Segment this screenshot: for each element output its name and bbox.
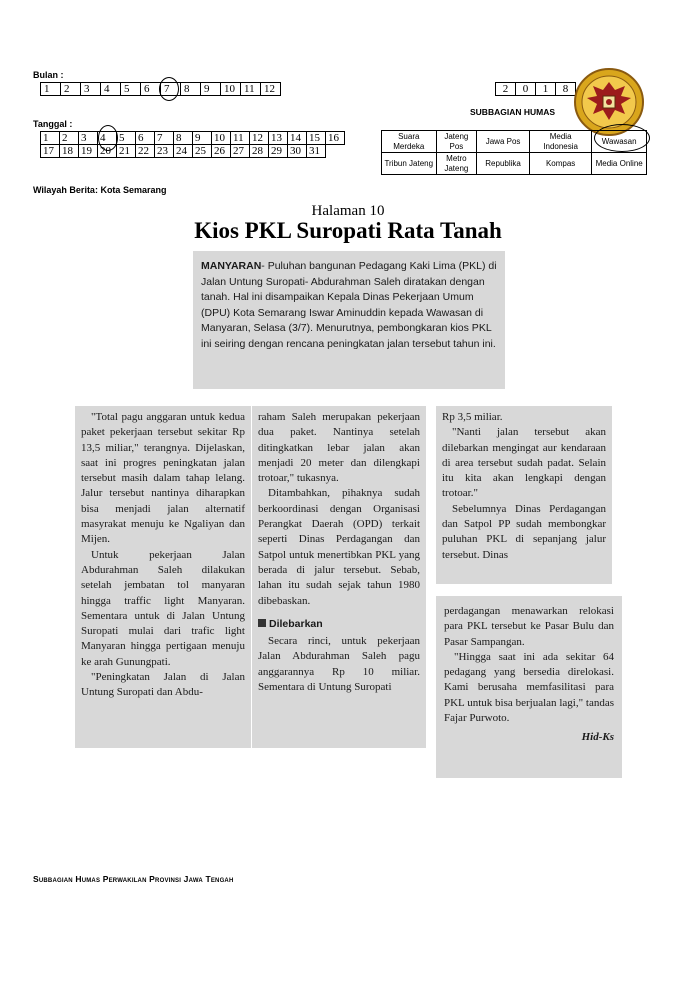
day-cell: 14 xyxy=(288,132,307,145)
media-selection-circle xyxy=(594,124,650,152)
day-cell: 5 xyxy=(117,132,136,145)
day-cell: 28 xyxy=(250,145,269,158)
col1-paragraph: "Total pagu anggaran untuk kedua paket pekerjaan tersebut sekitar Rp 13,5 miliar," terangnya. Dijelaskan, saat ini progres peningkatan jalan tersebut masih dalam tahap lelang. Jalur tersebut nantinya diharapkan bisa menjadi jalan alternatif masyrakat menuju ke Ngaliyan dan Mijen. xyxy=(81,411,245,546)
subhead xyxy=(258,617,420,632)
media-cell: Republika xyxy=(477,153,530,175)
day-cell: 24 xyxy=(174,145,193,158)
day-cell: 18 xyxy=(60,145,79,158)
month-cell: 10 xyxy=(221,83,241,96)
day-cell: 21 xyxy=(117,145,136,158)
day-cell: 3 xyxy=(79,132,98,145)
day-cell-empty xyxy=(326,145,345,158)
month-cell: 11 xyxy=(241,83,261,96)
lead-text: - Puluhan bangunan Pedagang Kaki Lima (PKL) di Jalan Untung Suropati- Abdurahman Saleh diratakan dengan tanah. Hal ini disampaikan Kepala Dinas Pekerjaan Umum (DPU) Kota Semarang Iswar Aminuddin kepada Wawasan di Manyaran, Selasa (3/7). Menurutnya, pembongkaran kios PKL ini seiring dengan rencana peningkatan jalan tersebut tahun ini. xyxy=(201,260,497,350)
col1-paragraph: "Peningkatan Jalan di Jalan Untung Suropati dan Abdu- xyxy=(81,671,245,699)
column-1-clip xyxy=(75,406,251,748)
month-cell: 2 xyxy=(61,83,81,96)
day-cell: 29 xyxy=(269,145,288,158)
day-cell: 15 xyxy=(307,132,326,145)
col2-paragraph: Secara rinci, untuk pekerjaan Jalan Abdurahman Saleh pagu anggarannya Rp 10 miliar. Sementara di Untung Suropati xyxy=(258,635,420,694)
day-cell: 1 xyxy=(41,132,60,145)
col3-paragraph: "Nanti jalan tersebut akan dilebarkan mengingat aur kendaraan di area tersebut sudah padat. Selain itu kita akan lengkapi dengan trotoar." xyxy=(442,426,606,500)
month-cell: 5 xyxy=(121,83,141,96)
col4-paragraph: "Hingga saat ini ada sekitar 64 pedagang yang bersedia direlokasi. Kami berusaha memfasilitasi para PKL untuk bisa berjualan lagi," tandas Fajar Purwoto. xyxy=(444,650,614,725)
month-cell: 6 xyxy=(141,83,161,96)
media-cell: Suara Merdeka xyxy=(382,131,437,153)
month-cell: 12 xyxy=(261,83,281,96)
day-selection-circle xyxy=(98,125,118,151)
day-cell: 8 xyxy=(174,132,193,145)
article-title: Kios PKL Suropati Rata Tanah xyxy=(194,218,502,243)
subhead-square-icon xyxy=(258,619,266,627)
day-cell: 23 xyxy=(155,145,174,158)
month-cell: 1 xyxy=(41,83,61,96)
lead-paragraph xyxy=(201,259,497,353)
col3-paragraph: Rp 3,5 miliar. xyxy=(442,411,503,423)
col4-paragraph: perdagangan menawarkan relokasi para PKL tersebut ke Pasar Bulu dan Pasar Sampangan. xyxy=(444,605,614,648)
day-cell: 13 xyxy=(269,132,288,145)
year-table xyxy=(495,82,576,96)
footer-text: Subbagian Humas Perwakilan Provinsi Jawa Tengah xyxy=(33,874,234,884)
day-cell-selected: 4 xyxy=(98,132,117,145)
day-cell: 6 xyxy=(136,132,155,145)
col1-paragraph: Untuk pekerjaan Jalan Abdurahman Saleh dilakukan setelah jembatan tol manyaran hingga traffic light Manyaran. Sementara untuk di Jalan Untung Suropati mulai dari trafic light Manyaran hingga pertigaan menuju ke arah Gunungpati. xyxy=(81,548,245,668)
page-number: Halaman 10 xyxy=(311,203,385,219)
column-4-clip xyxy=(436,596,622,778)
media-cell: Media Online xyxy=(592,153,647,175)
day-cell: 22 xyxy=(136,145,155,158)
subhead-text: Dilebarkan xyxy=(269,617,323,630)
media-cell: Jawa Pos xyxy=(477,131,530,153)
column-2-clip xyxy=(252,406,426,748)
month-cell: 3 xyxy=(81,83,101,96)
column-3-clip xyxy=(436,406,612,584)
tanggal-label: Tanggal : xyxy=(33,119,73,129)
day-cell: 30 xyxy=(288,145,307,158)
year-digit: 1 xyxy=(536,83,556,96)
media-cell: Media Indonesia xyxy=(529,131,591,153)
day-table xyxy=(40,131,345,158)
year-digit: 8 xyxy=(556,83,576,96)
media-cell: Tribun Jateng xyxy=(382,153,437,175)
day-cell: 12 xyxy=(250,132,269,145)
day-cell: 9 xyxy=(193,132,212,145)
col3-paragraph: Sebelumnya Dinas Perdagangan dan Satpol PP sudah membongkar puluhan PKL di sepanjang jalur tersebut. Dinas xyxy=(442,502,606,561)
media-cell-selected: Wawasan xyxy=(592,131,647,153)
month-selection-circle xyxy=(159,77,179,101)
month-cell: 4 xyxy=(101,83,121,96)
lead-clip xyxy=(193,251,505,389)
day-cell: 25 xyxy=(193,145,212,158)
wilayah-berita: Wilayah Berita: Kota Semarang xyxy=(33,185,167,195)
month-cell: 9 xyxy=(201,83,221,96)
day-cell: 27 xyxy=(231,145,250,158)
media-cell: Kompas xyxy=(529,153,591,175)
media-cell: Metro Jateng xyxy=(436,153,477,175)
year-digit: 2 xyxy=(496,83,516,96)
subbagian-humas: SUBBAGIAN HUMAS xyxy=(470,107,555,117)
day-cell: 16 xyxy=(326,132,345,145)
col2-paragraph: raham Saleh merupakan pekerjaan dua paket. Nantinya setelah ditingkatkan lebar jalan akan menjadi 20 meter dan dilengkapi trotoar," tukasnya. xyxy=(258,411,420,485)
byline: Hid-Ks xyxy=(581,731,614,744)
year-digit: 0 xyxy=(516,83,536,96)
lead-dateline: MANYARAN xyxy=(201,260,262,272)
month-cell: 8 xyxy=(181,83,201,96)
day-cell: 26 xyxy=(212,145,231,158)
day-cell: 31 xyxy=(307,145,326,158)
day-cell: 17 xyxy=(41,145,60,158)
bulan-label: Bulan : xyxy=(33,70,64,80)
media-cell: Jateng Pos xyxy=(436,131,477,153)
day-cell: 7 xyxy=(155,132,174,145)
day-cell: 11 xyxy=(231,132,250,145)
day-cell: 19 xyxy=(79,145,98,158)
day-cell: 10 xyxy=(212,132,231,145)
col2-paragraph: Ditambahkan, pihaknya sudah berkoordinasi dengan Organisasi Perangkat Daerah (OPD) terkait seperti Dinas Perdagangan dan Satpol untuk menertibkan PKL yang berada di jalur tersebut. Sebab, lahan itu sudah sejak tahun 1980 dibebaskan. xyxy=(258,487,420,607)
day-cell: 2 xyxy=(60,132,79,145)
day-cell: 20 xyxy=(98,145,117,158)
month-cell-selected: 7 xyxy=(161,83,181,96)
